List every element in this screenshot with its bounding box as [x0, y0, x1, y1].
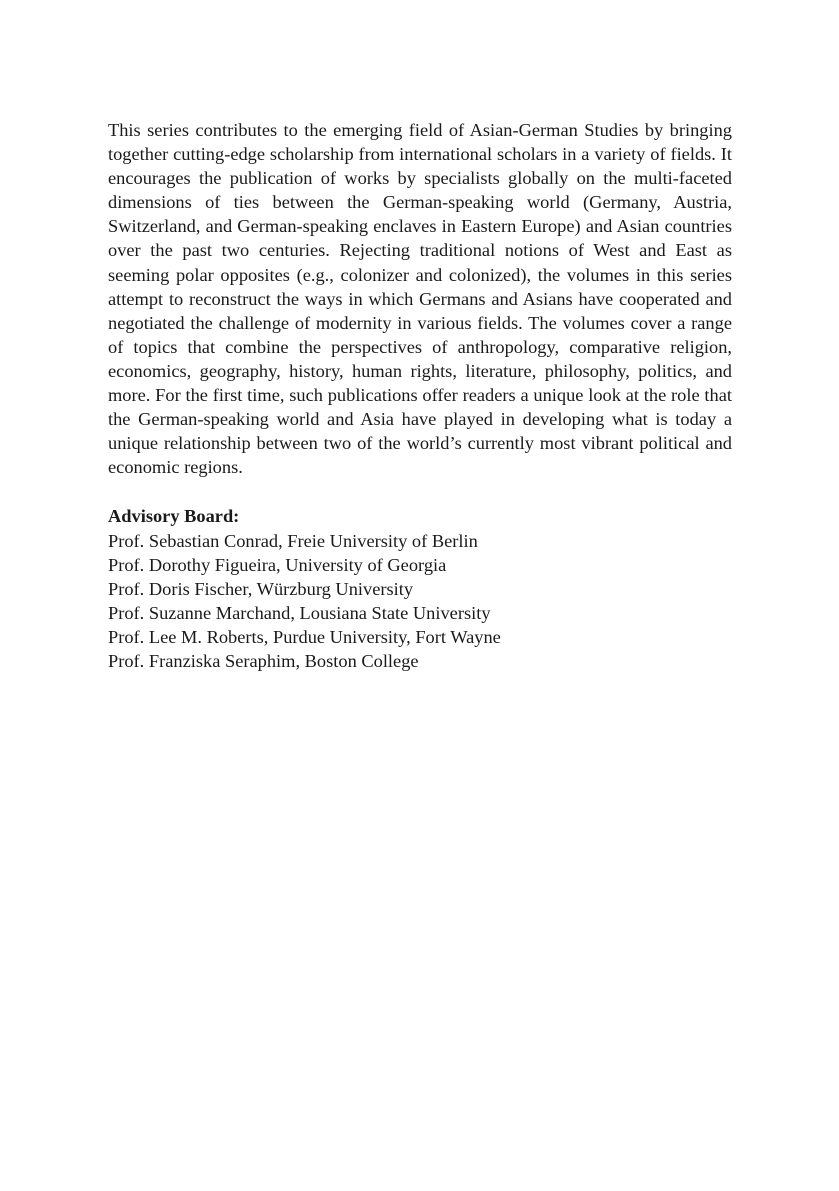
board-member: Prof. Dorothy Figueira, University of Georgia — [108, 554, 447, 575]
series-description: This series contributes to the emerging field of Asian-German Studies by bringing together cutting-edge scholarship from international scholars in a variety of fields. It encourages the publication of works by specialists globally on the multi-faceted dimensions of ties between the German-speaking world (Germany, Austria, Switzerland, and German-speaking enclaves in Eastern Europe) and Asian countries over the past two centuries. Rejecting traditional notions of West and East as seeming polar opposites (e.g., colonizer and colonized), the volumes in this series attempt to reconstruct the ways in which Germans and Asians have cooperated and negotiated the challenge of modernity in various fields. The volumes cover a range of topics that combine the perspectives of anthropology, comparative religion, economics, geography, history, human rights, literature, philosophy, politics, and more. For the first time, such publications offer readers a unique look at the role that the German-speaking world and Asia have played in developing what is today a unique relationship between two of the world’s currently most vibrant political and economic regions. — [108, 120, 732, 478]
board-member: Prof. Lee M. Roberts, Purdue University, Fort Wayne — [108, 626, 501, 647]
board-member: Prof. Sebastian Conrad, Freie University of Berlin — [108, 530, 478, 551]
board-member: Prof. Doris Fischer, Würzburg University — [108, 578, 414, 599]
series-text-block — [108, 118, 732, 673]
advisory-board-heading: Advisory Board: — [108, 506, 240, 527]
board-member: Prof. Suzanne Marchand, Lousiana State University — [108, 602, 491, 623]
board-member: Prof. Franziska Seraphim, Boston College — [108, 650, 419, 671]
advisory-board-list — [108, 529, 732, 674]
